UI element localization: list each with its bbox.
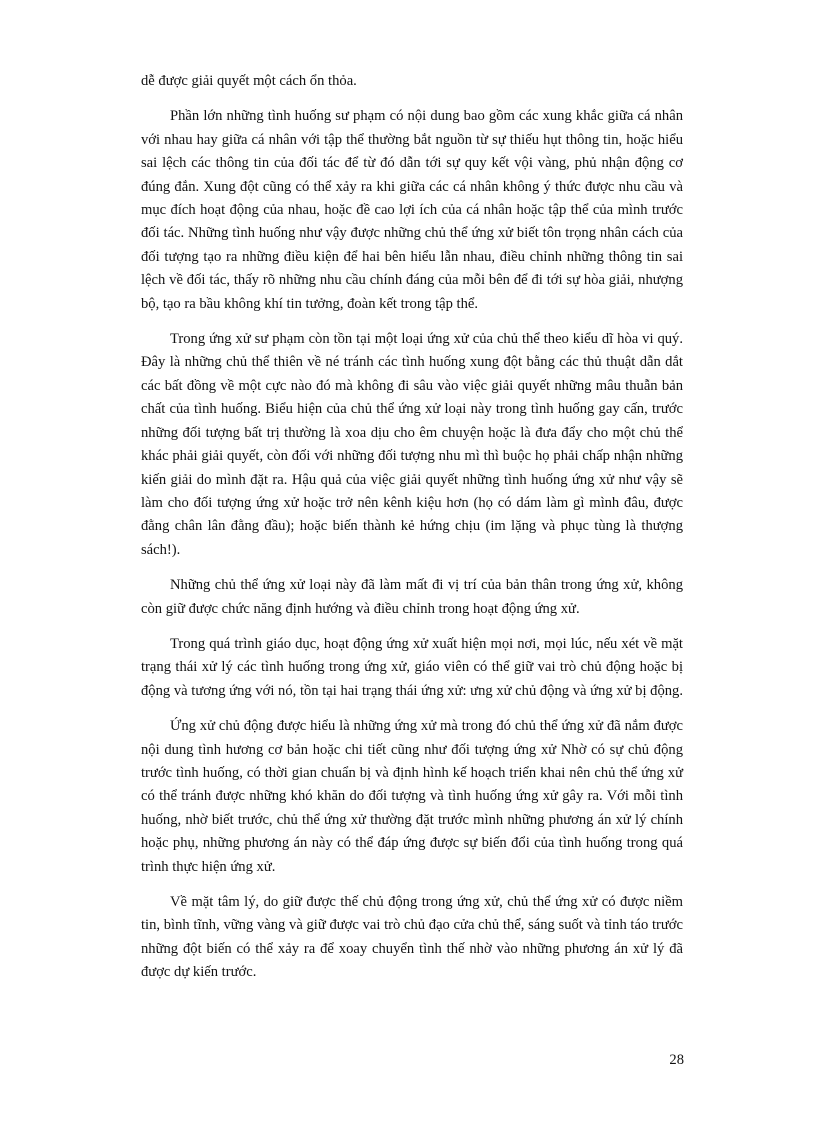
paragraph: Trong quá trình giáo dục, hoạt động ứng xử xuất hiện mọi nơi, mọi lúc, nếu xét về mặt trạng thái xử lý các tình huống trong ứng xử, giáo viên có thể giữ vai trò chủ động hoặc bị động và tương ứng với nó, tồn tại hai trạng thái ứng xử: ưng xử chủ động và ứng xử bị động. — [141, 635, 684, 699]
paragraph: Ứng xử chủ động được hiểu là những ứng xử mà trong đó chủ thể ứng xử đã nắm được nội dung tình hương cơ bản hoặc chi tiết cũng như đối tượng ứng xử Nhờ có sự chủ động trước tình huống, có thời gian chuẩn bị và định hình kế hoạch triển khai nên chủ thể ứng xử có thể tránh được những khó khăn do đối tượng và tình huống ứng xử gây ra. Với mỗi tình huống, nhờ biết trước, chủ thể ứng xử thường đặt trước mình những phương án xử lý chính hoặc phụ, những phương án này có thể đáp ứng được sự biến đổi của tình huống trong quá trình thực hiện ứng xử. — [141, 718, 683, 875]
paragraph: Phần lớn những tình huống sư phạm có nội dung bao gồm các xung khắc giữa cá nhân với nhau hay giữa cá nhân với tập thể thường bắt nguồn từ sự thiếu hụt thông tin, hoặc hiểu sai lệch các thông tin của đối tác để từ đó dẫn tới sự quy kết vội vàng, phủ nhận động cơ đúng đắn. Xung đột cũng có thể xảy ra khi giữa các cá nhân không ý thức được nhu cầu và mục đích hoạt động của nhau, hoặc đề cao lợi ích của cá nhân hoặc tập thể của mình trước đối tác. Những tình huống như vậy được những chủ thể ứng xử biết tôn trọng nhân cách của đối tượng tạo ra những điều kiện để hai bên hiểu lẫn nhau, điều chỉnh những thông tin sai lệch về đối tác, thấy rõ những nhu cầu chính đáng của mỗi bên để đi tới sự hòa giải, nhượng bộ, tạo ra bầu không khí tin tưởng, đoàn kết trong tập thể. — [141, 108, 683, 312]
document-page — [141, 70, 683, 997]
paragraph: Về mặt tâm lý, do giữ được thế chủ động trong ứng xử, chủ thể ứng xử có được niềm tin, bình tĩnh, vững vàng và giữ được vai trò chủ đạo cửa chủ thể, sáng suốt và tỉnh táo trước những đột biến có thể xảy ra để xoay chuyển tình thế nhờ vào những phương án xử lý đã được dự kiến trước. — [141, 894, 683, 981]
paragraph: Trong ứng xử sư phạm còn tồn tại một loại ứng xử của chủ thể theo kiểu dĩ hòa vi quý. Đây là những chủ thể thiên về né tránh các tình huống xung đột bằng các thủ thuật dẫn dắt các bất đồng về một cực nào đó mà không đi sâu vào việc giải quyết những mâu thuẫn bản chất của tình huống. Biểu hiện của chủ thể ứng xử loại này trong tình huống gay cấn, trước những đối tượng bất trị thường là xoa dịu cho êm chuyện hoặc là đưa đẩy cho một chủ thể khác phải giải quyết, còn đối với những đối tượng nhu mì thì buộc họ phải chấp nhận những kiến giải do mình đặt ra. Hậu quả của việc giải quyết những tình huống ứng xử như vậy sẽ làm cho đối tượng ứng xử hoặc trở nên kênh kiệu hơn (họ có dám làm gì mình đâu, được đằng chân lân đằng đầu); hoặc biến thành kẻ hứng chịu (im lặng và phục tùng là thượng sách!). — [141, 331, 683, 558]
paragraph: Những chủ thể ứng xử loại này đã làm mất đi vị trí của bản thân trong ứng xử, không còn giữ được chức năng định hướng và điều chỉnh trong hoạt động ứng xử. — [141, 577, 683, 617]
page-number: 28 — [669, 1052, 684, 1068]
paragraph-continuation: dễ được giải quyết một cách ổn thỏa. — [141, 73, 357, 89]
